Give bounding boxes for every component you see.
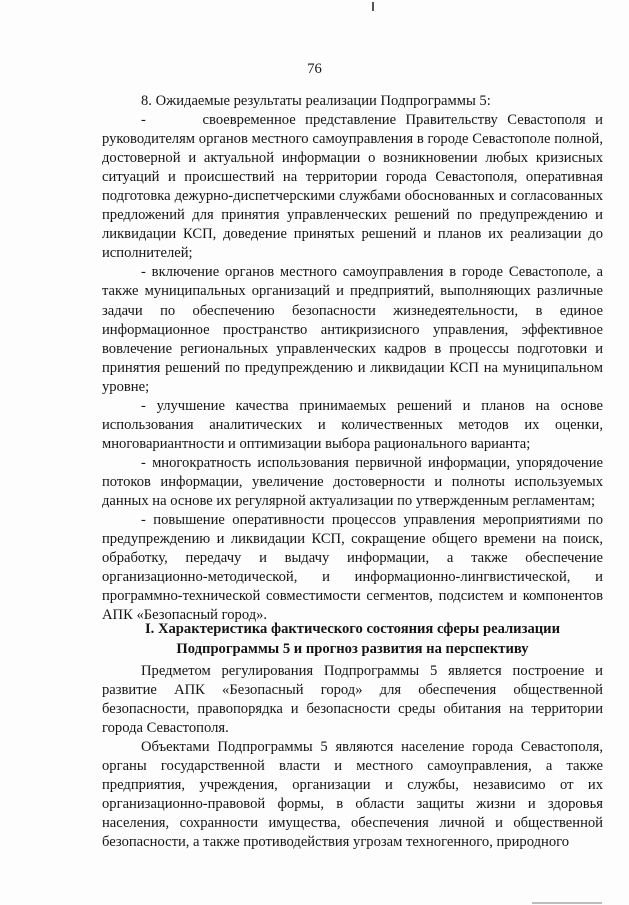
scan-artifact bbox=[372, 2, 374, 11]
result-item: - включение органов местного самоуправления в городе Севастополе, а также муниципальных организаций и предприятий, выполняющих различные задачи по обеспечению безопасности жизнедеятельности, в единое информационное пространство антикризисного управления, эффективное вовлечение региональных управленческих кадров в процессы подготовки и принятия решений по предупреждению и ликвидации КСП на муниципальном уровне; bbox=[102, 264, 603, 395]
section-heading bbox=[102, 620, 603, 659]
section-heading-line: Подпрограммы 5 и прогноз развития на перспективу bbox=[176, 640, 529, 657]
section-body bbox=[102, 662, 603, 852]
body-paragraph: Объектами Подпрограммы 5 являются население города Севастополя, органы государственной власти и местного самоуправления, а также предприятия, учреждения, организации и службы, независимо от их организационно-правовой формы, в области защиты жизни и здоровья населения, сохранности имущества, обеспечения личной и общественной безопасности, а также противодействия угрозам техногенного, природного bbox=[102, 739, 603, 851]
result-item: - многократность использования первичной информации, упорядочение потоков информации, увеличение достоверности и полноты используемых данных на основе их регулярной актуализации по утвержденным регламентам; bbox=[102, 454, 603, 509]
section-heading-line: I. Характеристика фактического состояния сферы реализации bbox=[145, 621, 560, 637]
body-paragraph: Предметом регулирования Подпрограммы 5 является построение и развитие АПК «Безопасный город» для обеспечения общественной безопасности, правопорядка и безопасности среды обитания на территории города Севастополя. bbox=[102, 663, 603, 737]
result-item: - улучшение качества принимаемых решений и планов на основе использования аналитических и количественных методов их оценки, многовариантности и оптимизации выбора рационального варианта; bbox=[102, 397, 603, 452]
result-item: - повышение оперативности процессов управления мероприятиями по предупреждению и ликвидации КСП, сокращение общего времени на поиск, обработку, передачу и выдачу информации, а также обеспечение организационно-методической, и информационно-лингвистической, и программно-технической совместимости сегментов, подсистем и компонентов АПК «Безопасный город». bbox=[102, 512, 603, 624]
page-number: 76 bbox=[307, 61, 322, 77]
expected-results-heading: 8. Ожидаемые результаты реализации Подпрограммы 5: bbox=[141, 93, 491, 109]
scan-artifact bbox=[532, 902, 602, 904]
result-item: - своевременное представление Правительству Севастополя и руководителям органов местного самоуправления в городе Севастополе полной, достоверной и актуальной информации о возникновении любых кризисных ситуаций и происшествий на территории города Севастополя, оперативная подготовка дежурно-диспетчерскими службами обоснованных и согласованных предложений для принятия управленческих решений по предупреждению и ликвидации КСП, доведение принятых решений и планов их реализации до исполнителей; bbox=[102, 112, 603, 262]
expected-results-block bbox=[102, 92, 603, 625]
